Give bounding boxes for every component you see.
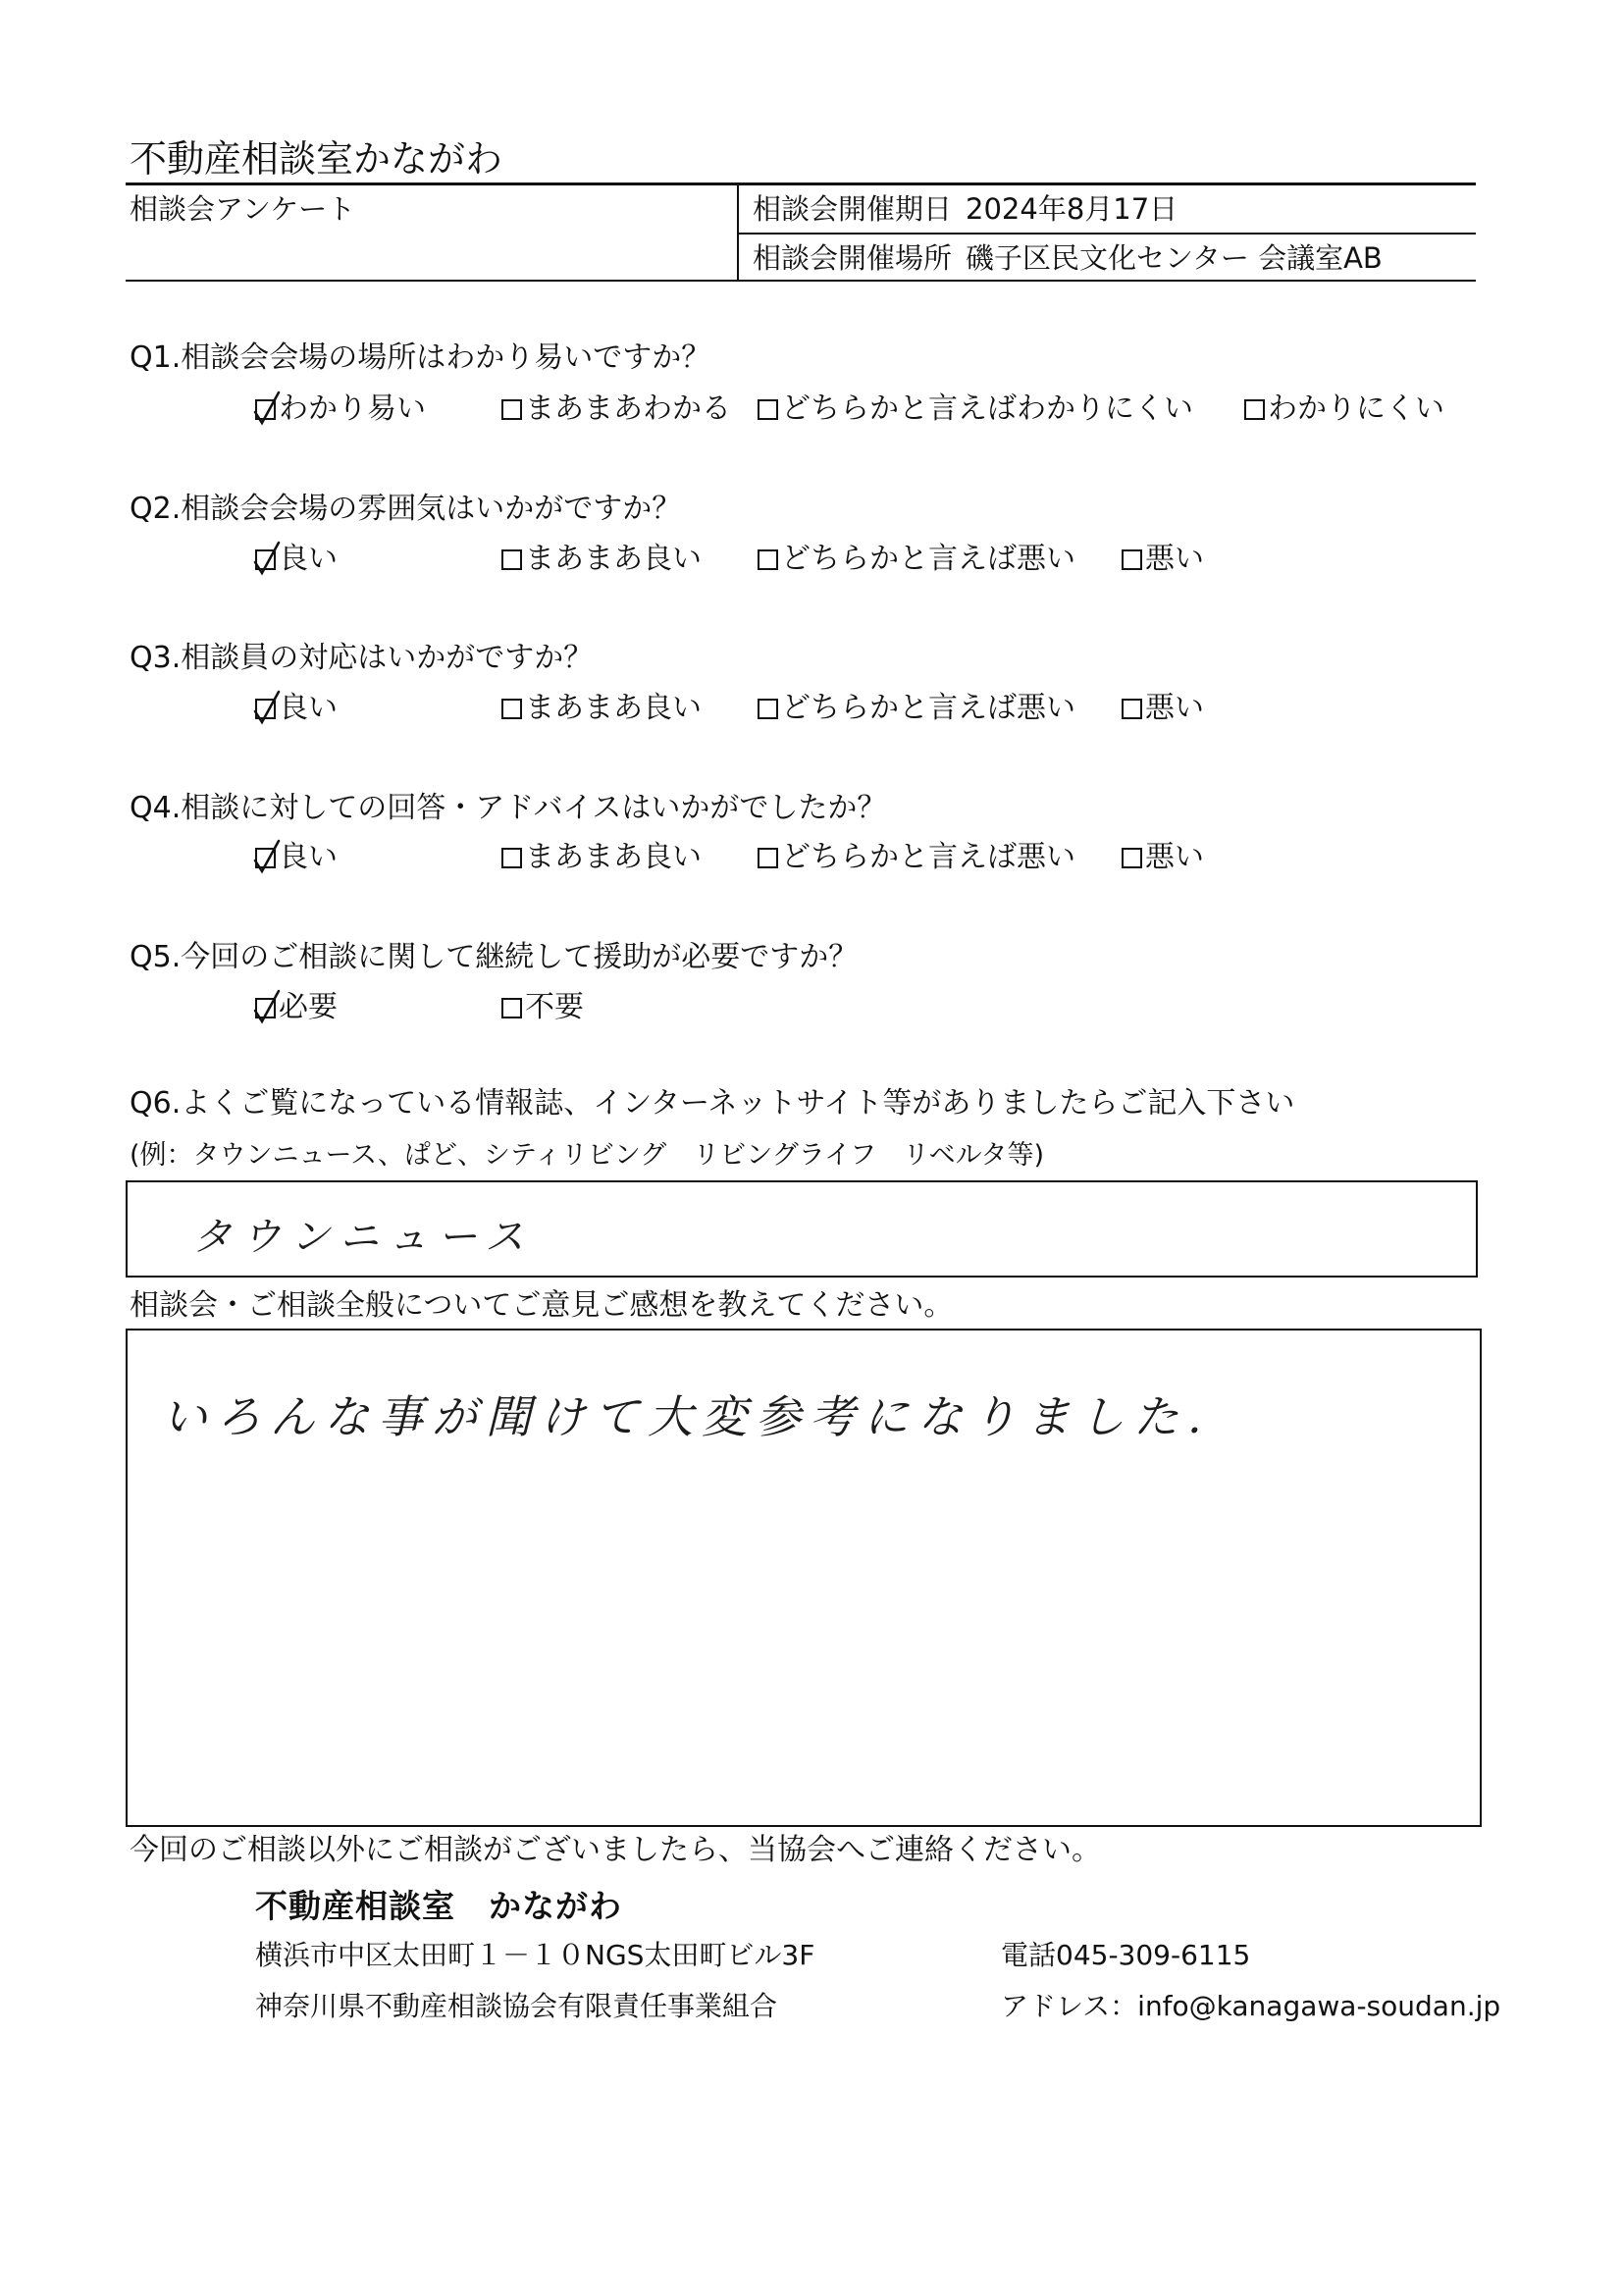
option-label: 良い	[279, 691, 338, 725]
question-3: Q3.相談員の対応はいかがですか？	[130, 641, 594, 675]
q1-option-2[interactable]	[501, 391, 731, 427]
checkbox-icon[interactable]	[758, 399, 778, 420]
comments-handwritten-answer: いろんな事が聞けて大変参考になりました.	[162, 1390, 1211, 1443]
q4-option-3[interactable]	[758, 840, 1075, 875]
option-label: 良い	[279, 542, 338, 576]
question-5: Q5.今回のご相談に関して継続して援助が必要ですか？	[130, 940, 859, 974]
question-3-options	[0, 691, 1623, 726]
question-2: Q2.相談会会場の雰囲気はいかがですか？	[130, 492, 682, 526]
q1-option-4[interactable]	[1244, 391, 1444, 427]
event-venue-label: 相談会開催場所	[753, 241, 953, 275]
checkbox-icon[interactable]	[1122, 848, 1142, 868]
footer-note: 今回のご相談以外にご相談がございましたら、当協会へご連絡ください。	[130, 1833, 1101, 1867]
q2-option-1[interactable]	[255, 542, 338, 577]
checkbox-icon[interactable]	[501, 998, 522, 1018]
header-middle-rule	[738, 233, 1476, 235]
q2-option-2[interactable]	[501, 542, 702, 577]
option-label: まあまあ良い	[525, 840, 702, 874]
q1-option-3[interactable]	[758, 391, 1193, 427]
option-label: 悪い	[1145, 542, 1204, 576]
option-label: まあまあ良い	[525, 691, 702, 725]
q4-option-4[interactable]	[1122, 840, 1204, 875]
checkbox-icon[interactable]	[501, 848, 522, 868]
option-label: 悪い	[1145, 840, 1204, 874]
question-4-options	[0, 840, 1623, 875]
comments-prompt: 相談会・ご相談全般についてご意見ご感想を教えてください。	[130, 1288, 954, 1323]
q2-option-3[interactable]	[758, 542, 1075, 577]
q6-handwritten-answer: タウンニュース	[192, 1215, 534, 1260]
question-5-options	[0, 990, 1623, 1025]
option-label: 良い	[279, 840, 338, 874]
option-label: どちらかと言えばわかりにくい	[781, 391, 1193, 426]
event-venue-value: 磯子区民文化センター 会議室AB	[966, 241, 1383, 275]
option-label: 悪い	[1145, 691, 1204, 725]
option-label: どちらかと言えば悪い	[781, 840, 1075, 874]
question-6: Q6.よくご覧になっている情報誌、インターネットサイト等がありましたらご記入下さい	[130, 1086, 1295, 1121]
checkbox-icon[interactable]	[501, 549, 522, 570]
footer-address: 横浜市中区太田町１－１０NGS太田町ビル3F	[255, 1939, 815, 1971]
checkbox-icon[interactable]	[255, 699, 276, 719]
question-4: Q4.相談に対しての回答・アドバイスはいかがでしたか？	[130, 791, 887, 825]
event-date-value: 2024年8月17日	[966, 192, 1178, 226]
checkbox-icon[interactable]	[501, 399, 522, 420]
option-label: 不要	[525, 990, 584, 1024]
event-venue	[753, 240, 1383, 276]
checkbox-icon[interactable]	[758, 848, 778, 868]
q5-option-1[interactable]	[255, 990, 338, 1025]
q4-option-2[interactable]	[501, 840, 702, 875]
option-label: どちらかと言えば悪い	[781, 691, 1075, 725]
event-date	[753, 191, 1178, 227]
footer-email: アドレス：info@kanagawa-soudan.jp	[1001, 1990, 1501, 2022]
question-6-example: (例：タウンニュース、ぱど、シティリビング リビングライフ リベルタ等)	[130, 1140, 1045, 1171]
option-label: まあまあ良い	[525, 542, 702, 576]
checkbox-icon[interactable]	[1244, 399, 1265, 420]
option-label: まあまあわかる	[525, 391, 731, 426]
check-mark-icon	[252, 541, 282, 576]
checkbox-icon[interactable]	[255, 549, 276, 570]
q2-option-4[interactable]	[1122, 542, 1204, 577]
question-1-options	[0, 391, 1623, 427]
q3-option-4[interactable]	[1122, 691, 1204, 726]
checkbox-icon[interactable]	[758, 549, 778, 570]
check-mark-icon	[252, 989, 282, 1024]
check-mark-icon	[252, 391, 282, 426]
option-label: わかり易い	[279, 391, 426, 426]
q5-option-2[interactable]	[501, 990, 584, 1025]
checkbox-icon[interactable]	[255, 399, 276, 420]
footer-org-name: 不動産相談室 かながわ	[255, 1887, 622, 1925]
option-label: わかりにくい	[1268, 391, 1444, 426]
question-2-options	[0, 542, 1623, 577]
checkbox-icon[interactable]	[758, 699, 778, 719]
checkbox-icon[interactable]	[1122, 699, 1142, 719]
q3-option-3[interactable]	[758, 691, 1075, 726]
q3-option-1[interactable]	[255, 691, 338, 726]
option-label: どちらかと言えば悪い	[781, 542, 1075, 576]
q1-option-1[interactable]	[255, 391, 426, 427]
checkbox-icon[interactable]	[1122, 549, 1142, 570]
org-title: 不動産相談室かながわ	[130, 137, 503, 181]
title-rule	[126, 183, 1476, 185]
footer-phone: 電話045-309-6115	[1001, 1939, 1251, 1971]
option-label: 必要	[279, 990, 338, 1024]
checkbox-icon[interactable]	[501, 699, 522, 719]
q4-option-1[interactable]	[255, 840, 338, 875]
checkbox-icon[interactable]	[255, 848, 276, 868]
question-1: Q1.相談会会場の場所はわかり易いですか？	[130, 340, 711, 375]
footer-association: 神奈川県不動産相談協会有限責任事業組合	[255, 1990, 778, 2022]
q3-option-2[interactable]	[501, 691, 702, 726]
event-date-label: 相談会開催期日	[753, 192, 953, 226]
header-bottom-rule	[126, 280, 1476, 282]
check-mark-icon	[252, 690, 282, 725]
form-title: 相談会アンケート	[130, 192, 356, 226]
checkbox-icon[interactable]	[255, 998, 276, 1018]
check-mark-icon	[252, 839, 282, 874]
